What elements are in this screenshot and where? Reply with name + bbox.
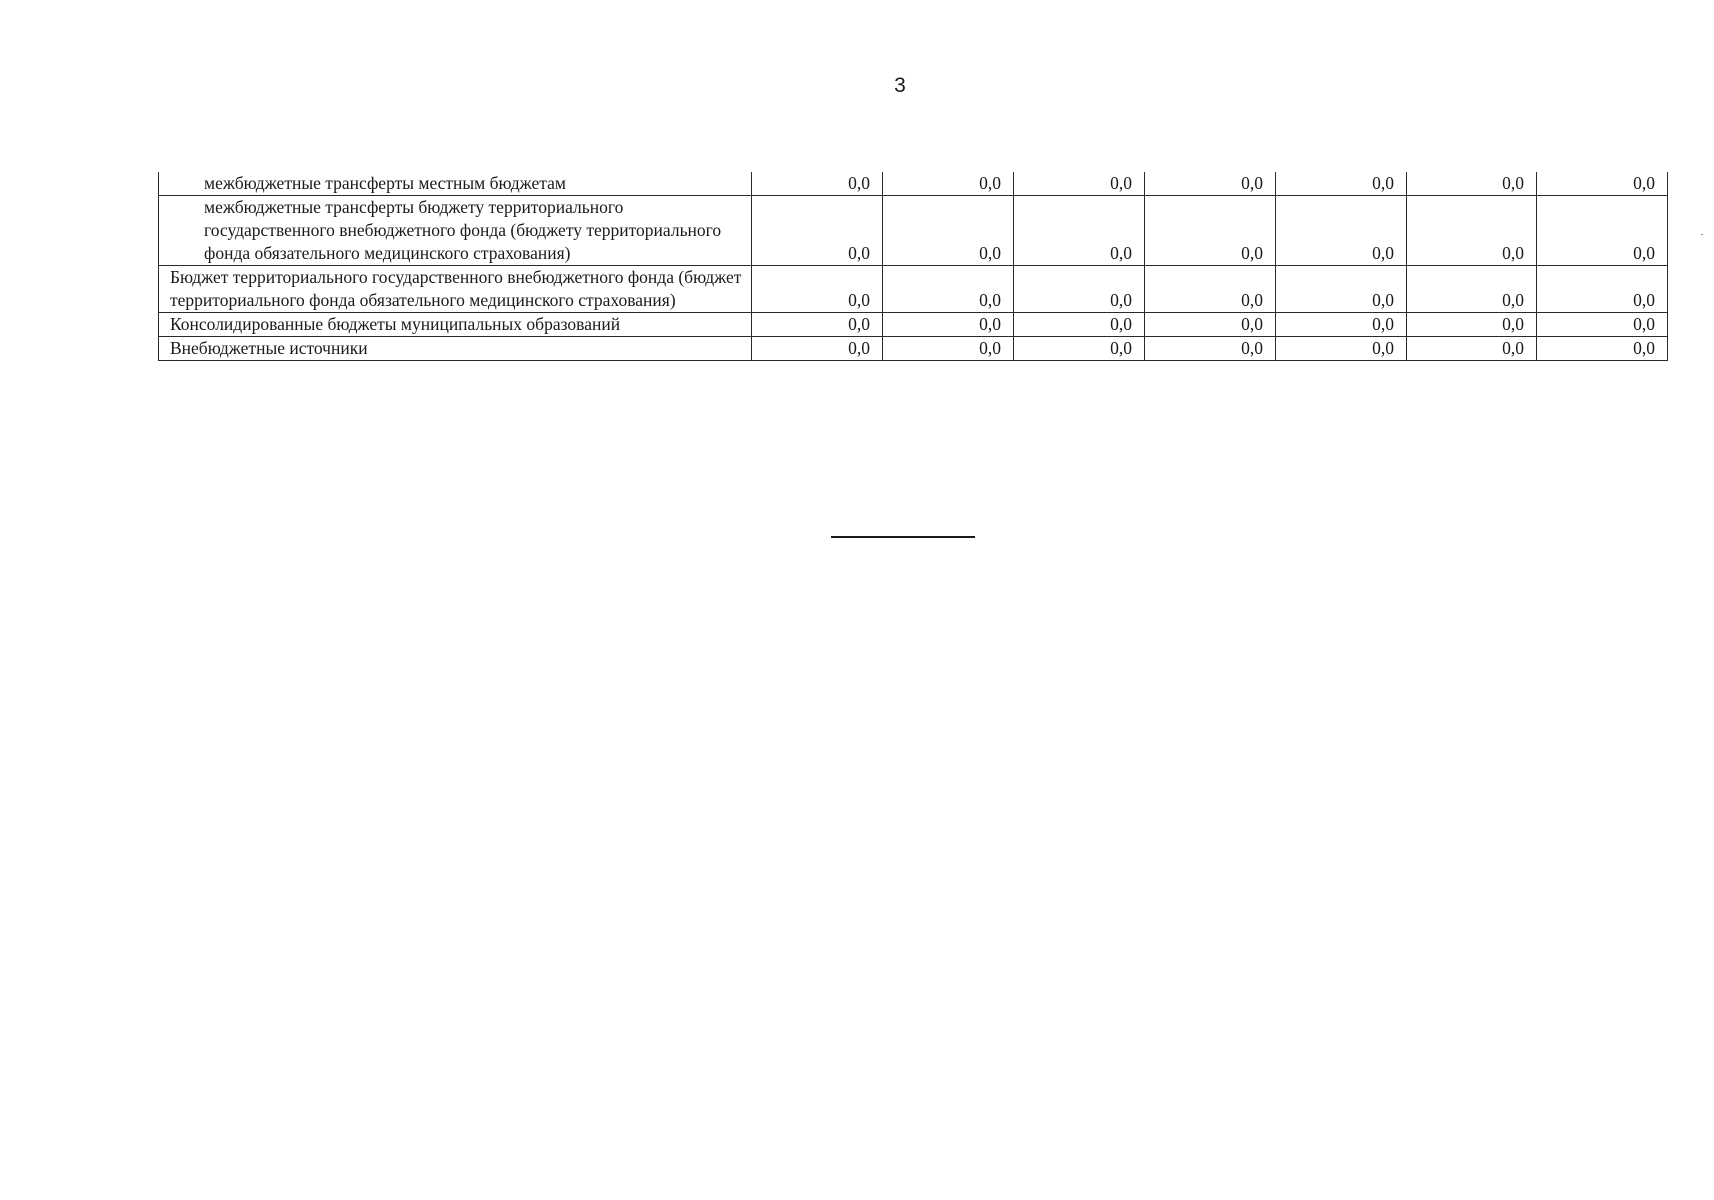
cell-value: 0,0 xyxy=(1014,266,1145,313)
table-row xyxy=(159,313,1668,337)
cell-value: 0,0 xyxy=(1276,337,1407,361)
cell-value: 0,0 xyxy=(1014,172,1145,196)
cell-value: 0,0 xyxy=(752,337,883,361)
table-row xyxy=(159,172,1668,196)
cell-value: 0,0 xyxy=(1145,172,1276,196)
cell-value: 0,0 xyxy=(1407,172,1537,196)
cell-value: 0,0 xyxy=(752,266,883,313)
cell-value: 0,0 xyxy=(1276,196,1407,266)
cell-value: 0,0 xyxy=(1014,313,1145,337)
page-number: 3 xyxy=(894,74,906,97)
cell-value: 0,0 xyxy=(1145,266,1276,313)
row-label: Консолидированные бюджеты муниципальных образований xyxy=(159,313,752,337)
end-of-document-rule xyxy=(831,536,975,538)
cell-value: 0,0 xyxy=(1014,196,1145,266)
cell-value: 0,0 xyxy=(883,196,1014,266)
cell-value: 0,0 xyxy=(752,196,883,266)
cell-value: 0,0 xyxy=(1537,313,1668,337)
cell-value: 0,0 xyxy=(883,313,1014,337)
cell-value: 0,0 xyxy=(1537,196,1668,266)
cell-value: 0,0 xyxy=(1145,196,1276,266)
cell-value: 0,0 xyxy=(752,172,883,196)
cell-value: 0,0 xyxy=(1537,172,1668,196)
table-row xyxy=(159,266,1668,313)
cell-value: 0,0 xyxy=(1537,337,1668,361)
row-label: Бюджет территориального государственного внебюджетного фонда (бюджет территориального фонда обязательного медицинского страхования) xyxy=(159,266,752,313)
row-label: межбюджетные трансферты бюджету территориального государственного внебюджетного фонда (бюджету территориального фонда обязательного медицинского страхования) xyxy=(159,196,752,266)
cell-value: 0,0 xyxy=(1407,196,1537,266)
scan-speck xyxy=(1701,234,1703,235)
cell-value: 0,0 xyxy=(883,337,1014,361)
cell-value: 0,0 xyxy=(883,266,1014,313)
row-label: Внебюджетные источники xyxy=(159,337,752,361)
cell-value: 0,0 xyxy=(883,172,1014,196)
cell-value: 0,0 xyxy=(1407,266,1537,313)
cell-value: 0,0 xyxy=(1145,337,1276,361)
cell-value: 0,0 xyxy=(1407,337,1537,361)
cell-value: 0,0 xyxy=(1407,313,1537,337)
cell-value: 0,0 xyxy=(1276,313,1407,337)
row-label: межбюджетные трансферты местным бюджетам xyxy=(159,172,752,196)
cell-value: 0,0 xyxy=(1537,266,1668,313)
cell-value: 0,0 xyxy=(1276,172,1407,196)
cell-value: 0,0 xyxy=(1014,337,1145,361)
cell-value: 0,0 xyxy=(1276,266,1407,313)
budget-table xyxy=(158,172,1668,361)
cell-value: 0,0 xyxy=(752,313,883,337)
table-row xyxy=(159,337,1668,361)
cell-value: 0,0 xyxy=(1145,313,1276,337)
table-row xyxy=(159,196,1668,266)
